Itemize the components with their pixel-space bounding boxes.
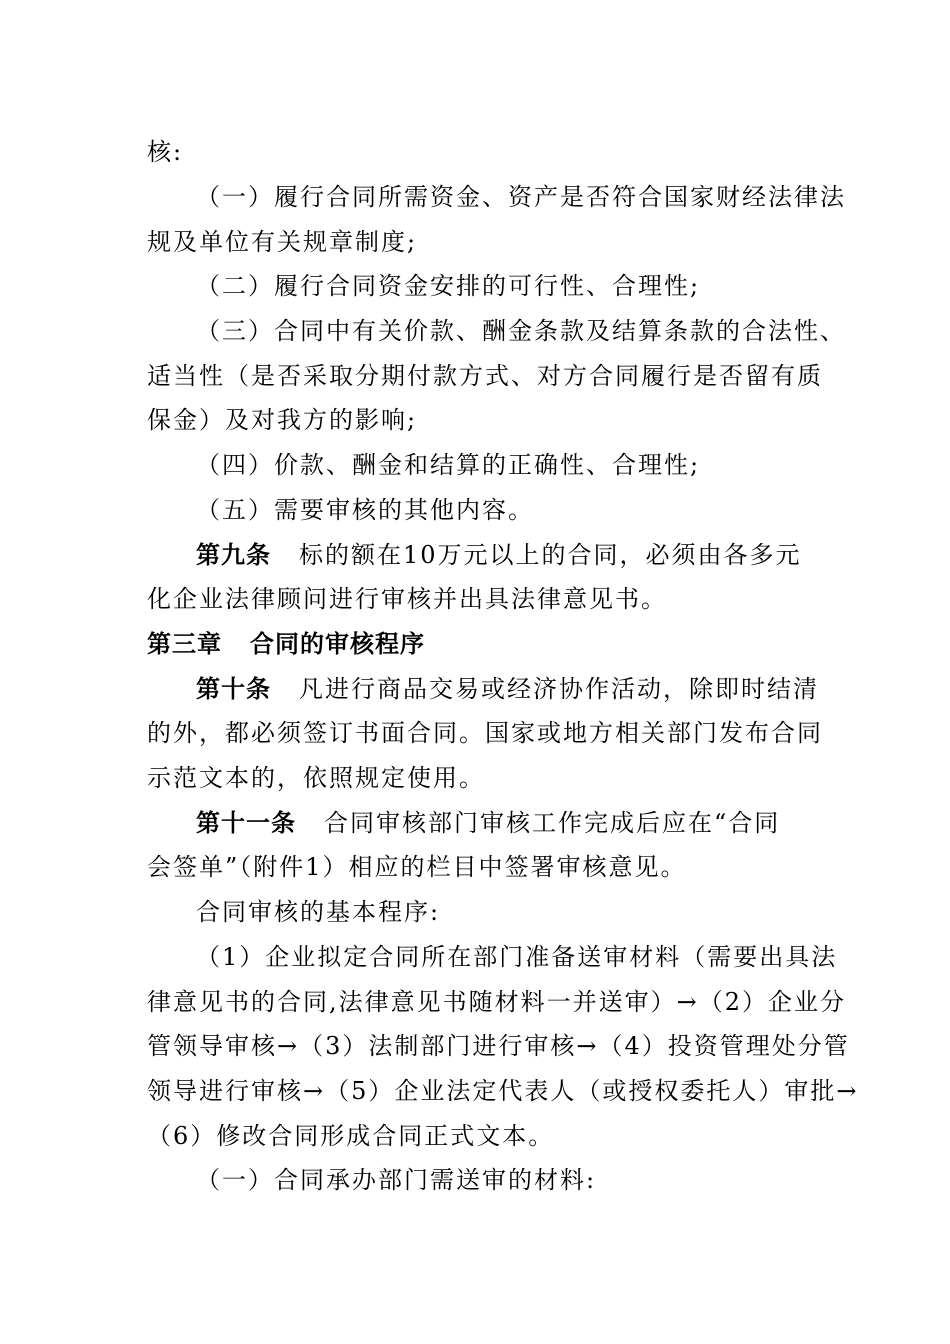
text-line: 示范文本的，依照规定使用。 xyxy=(147,764,485,792)
article-heading: 第十一条 xyxy=(196,809,296,837)
text-line: 合同审核的基本程序: xyxy=(196,898,441,926)
article-text: 合同审核部门审核工作完成后应在“合同 xyxy=(324,809,781,837)
chapter-heading xyxy=(147,629,812,659)
article-text: 标的额在10万元以上的合同，必须由各多元 xyxy=(299,541,802,569)
article-9-line xyxy=(196,540,861,570)
text-line: （四）价款、酬金和结算的正确性、合理性; xyxy=(196,451,701,479)
text-line: 会签单”（附件1）相应的栏目中签署审核意见。 xyxy=(147,853,687,881)
text-line: （6）修改合同形成合同正式文本。 xyxy=(147,1122,555,1150)
chapter-title: 合同的审核程序 xyxy=(250,630,425,658)
text-line: （三）合同中有关价款、酬金条款及结算条款的合法性、 xyxy=(196,317,846,345)
article-heading: 第十条 xyxy=(196,675,271,703)
article-11-line xyxy=(196,808,861,838)
text-line: 化企业法律顾问进行审核并出具法律意见书。 xyxy=(147,585,667,613)
text-line: 保金）及对我方的影响; xyxy=(147,406,418,434)
article-10-line xyxy=(196,674,861,704)
text-line: 规及单位有关规章制度; xyxy=(147,228,418,256)
text-line: （一）履行合同所需资金、资产是否符合国家财经法律法 xyxy=(196,183,846,211)
text-line: 的外，都必须签订书面合同。国家或地方相关部门发布合同 xyxy=(147,719,823,747)
text-line: （五）需要审核的其他内容。 xyxy=(196,496,534,524)
text-line: （一）合同承办部门需送审的材料: xyxy=(196,1166,597,1194)
text-line: （二）履行合同资金安排的可行性、合理性; xyxy=(196,272,701,300)
text-line: 适当性（是否采取分期付款方式、对方合同履行是否留有质 xyxy=(147,362,823,390)
text-line: 律意见书的合同,法律意见书随材料一并送审）→（2）企业分 xyxy=(147,988,847,1016)
chapter-number: 第三章 xyxy=(147,630,222,658)
text-line: 核: xyxy=(147,138,184,166)
text-line: （1）企业拟定合同所在部门准备送审材料（需要出具法 xyxy=(196,943,838,971)
text-line: 领导进行审核→（5）企业法定代表人（或授权委托人）审批→ xyxy=(147,1077,859,1105)
article-text: 凡进行商品交易或经济协作活动，除即时结清 xyxy=(299,675,819,703)
article-heading: 第九条 xyxy=(196,541,271,569)
text-line: 管领导审核→（3）法制部门进行审核→（4）投资管理处分管 xyxy=(147,1032,850,1060)
